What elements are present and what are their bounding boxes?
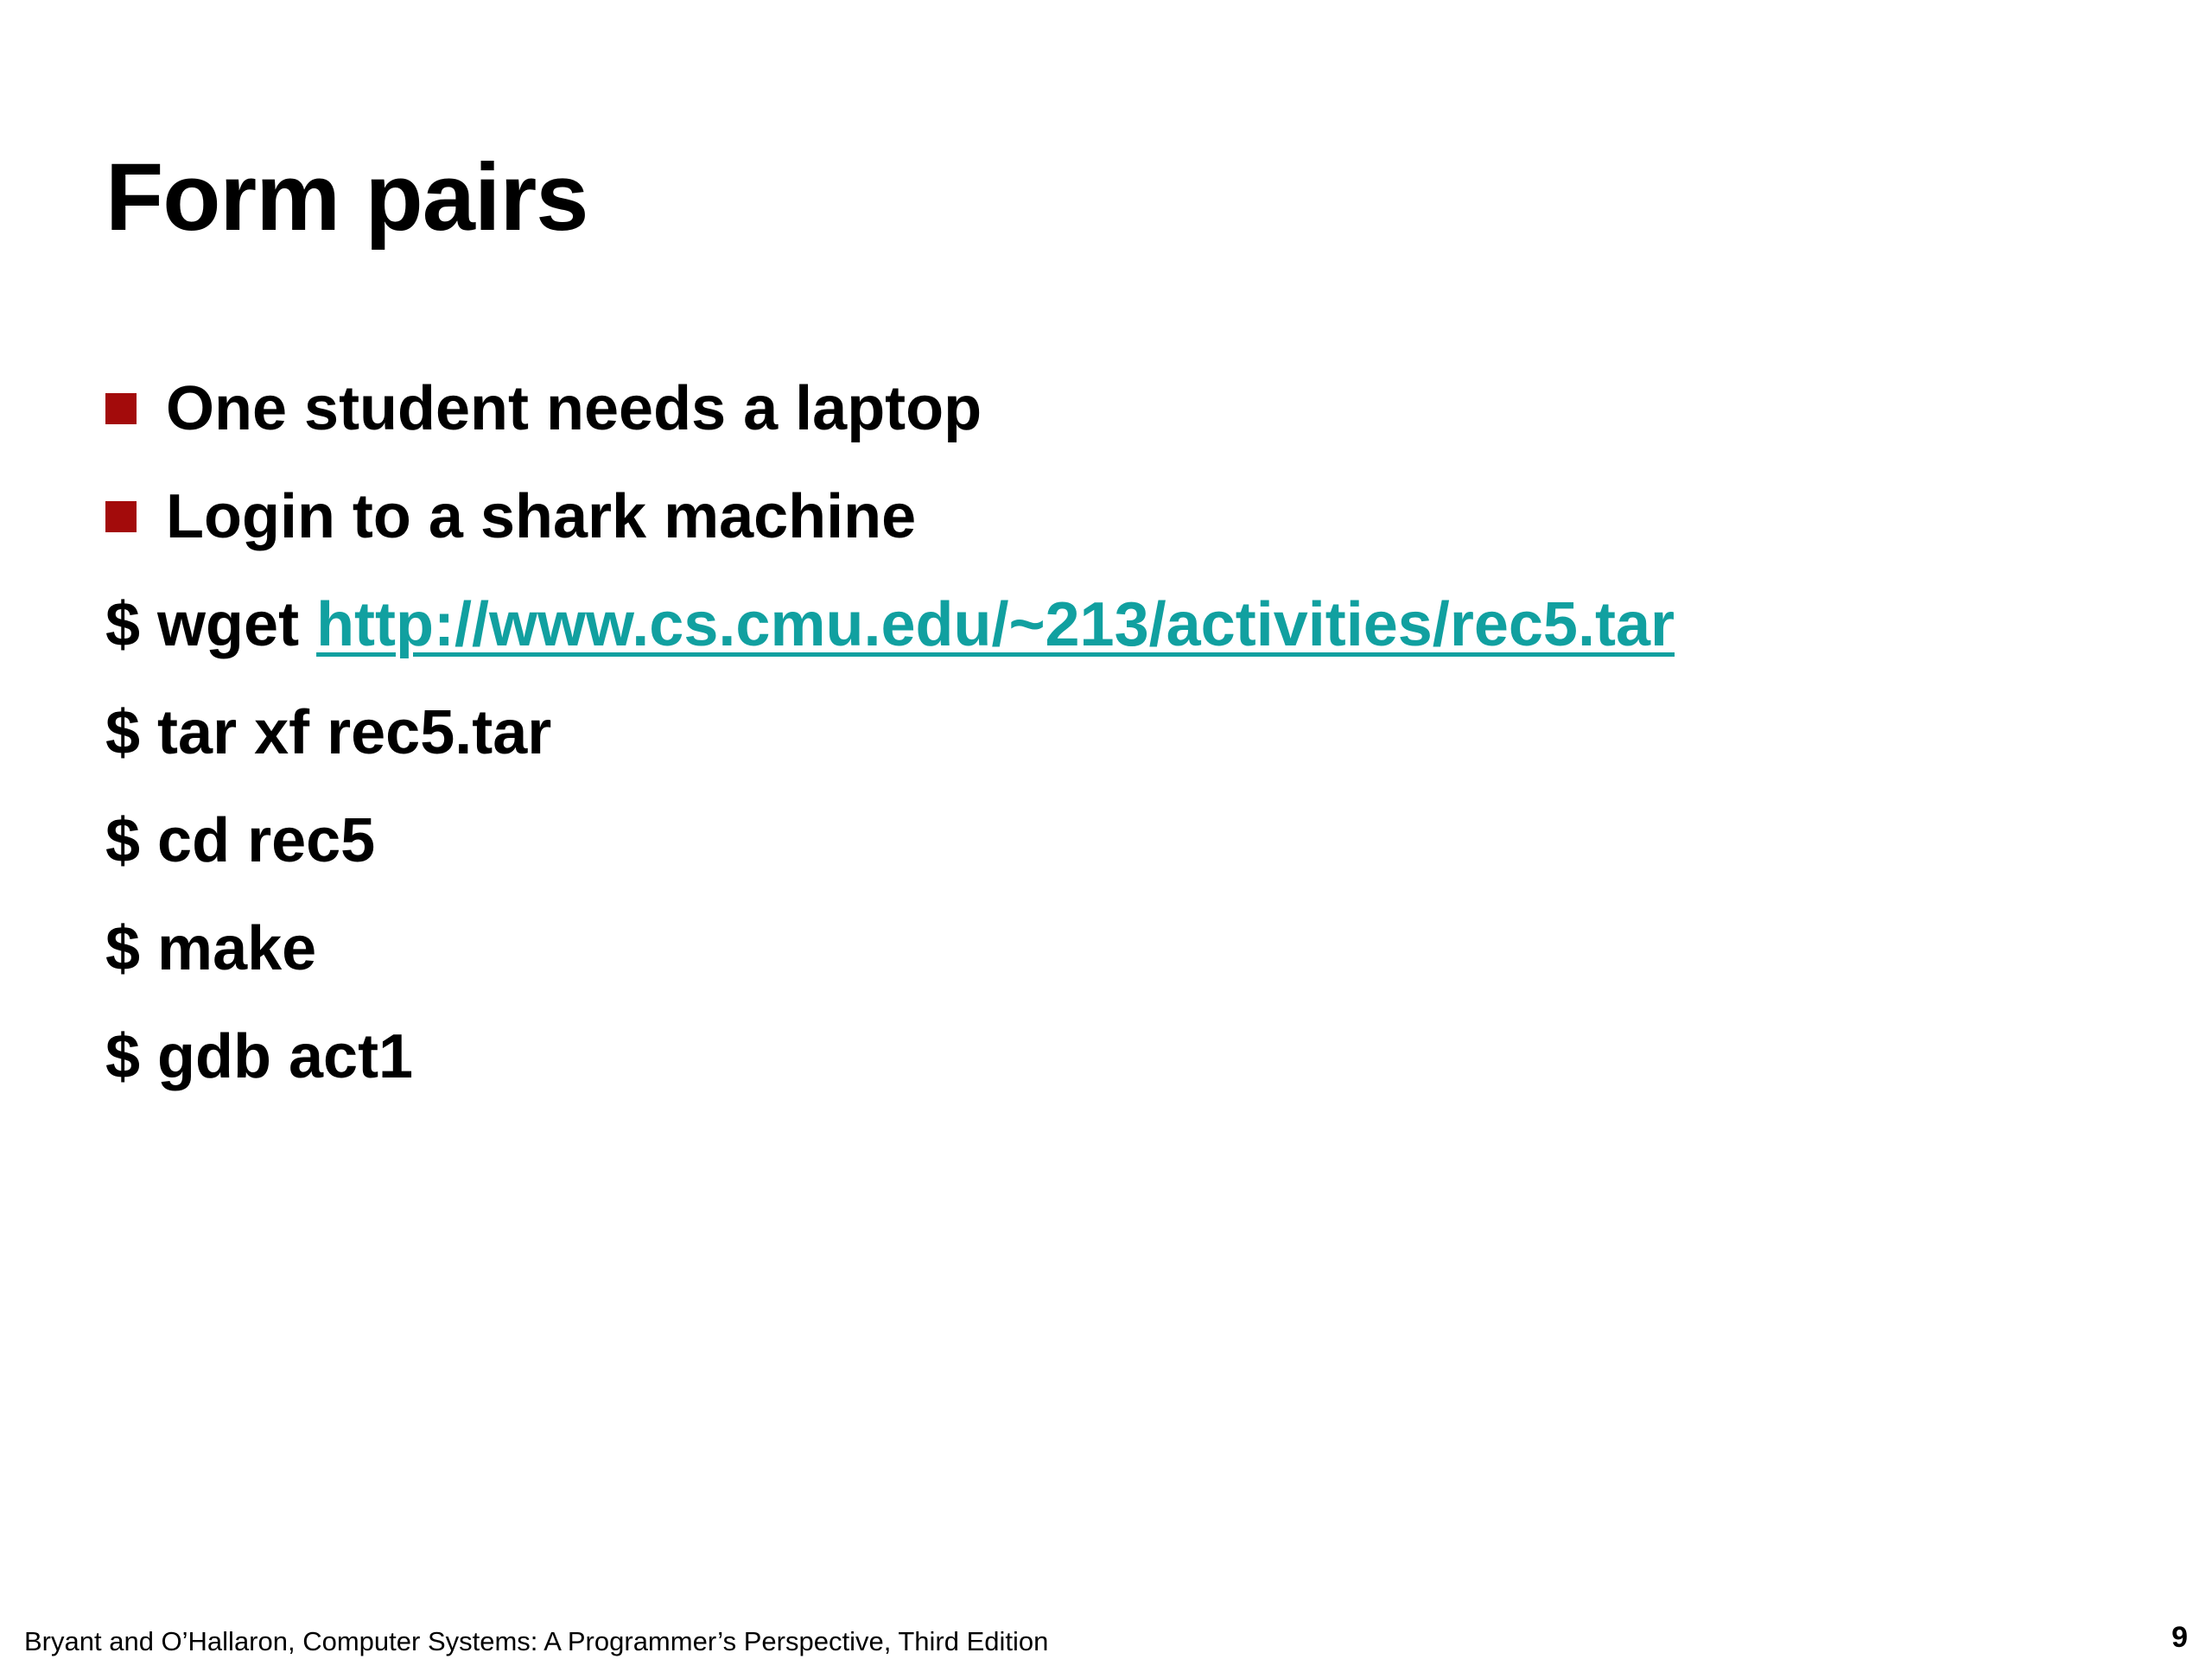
command-cd <box>105 786 2162 894</box>
slide-body <box>105 354 2162 1110</box>
shell-prompt: $ <box>105 589 141 659</box>
rec5-download-link[interactable]: http://www.cs.cmu.edu/~213/activities/rec5.tar <box>316 589 1675 659</box>
bullet-item-login <box>105 462 2162 570</box>
slide-title: Form pairs <box>105 144 588 251</box>
page-number: 9 <box>2171 1621 2188 1654</box>
bullet-text: Login to a shark machine <box>166 481 917 551</box>
command-make <box>105 894 2162 1002</box>
bullet-item-laptop <box>105 354 2162 462</box>
bullet-text: One student needs a laptop <box>166 373 982 443</box>
command-text: wget <box>157 589 300 659</box>
command-text: gdb act1 <box>157 1021 414 1091</box>
command-wget <box>105 570 2162 678</box>
shell-prompt: $ <box>105 805 141 875</box>
square-bullet-icon <box>105 501 137 532</box>
command-text: cd rec5 <box>157 805 376 875</box>
slide-footer: Bryant and O’Hallaron, Computer Systems: A Programmer’s Perspective, Third Edition <box>24 1626 1049 1656</box>
command-text: tar xf rec5.tar <box>157 697 552 767</box>
command-tar <box>105 678 2162 786</box>
square-bullet-icon <box>105 393 137 424</box>
shell-prompt: $ <box>105 913 141 983</box>
shell-prompt: $ <box>105 1021 141 1091</box>
command-gdb <box>105 1002 2162 1110</box>
command-text: make <box>157 913 317 983</box>
shell-prompt: $ <box>105 697 141 767</box>
